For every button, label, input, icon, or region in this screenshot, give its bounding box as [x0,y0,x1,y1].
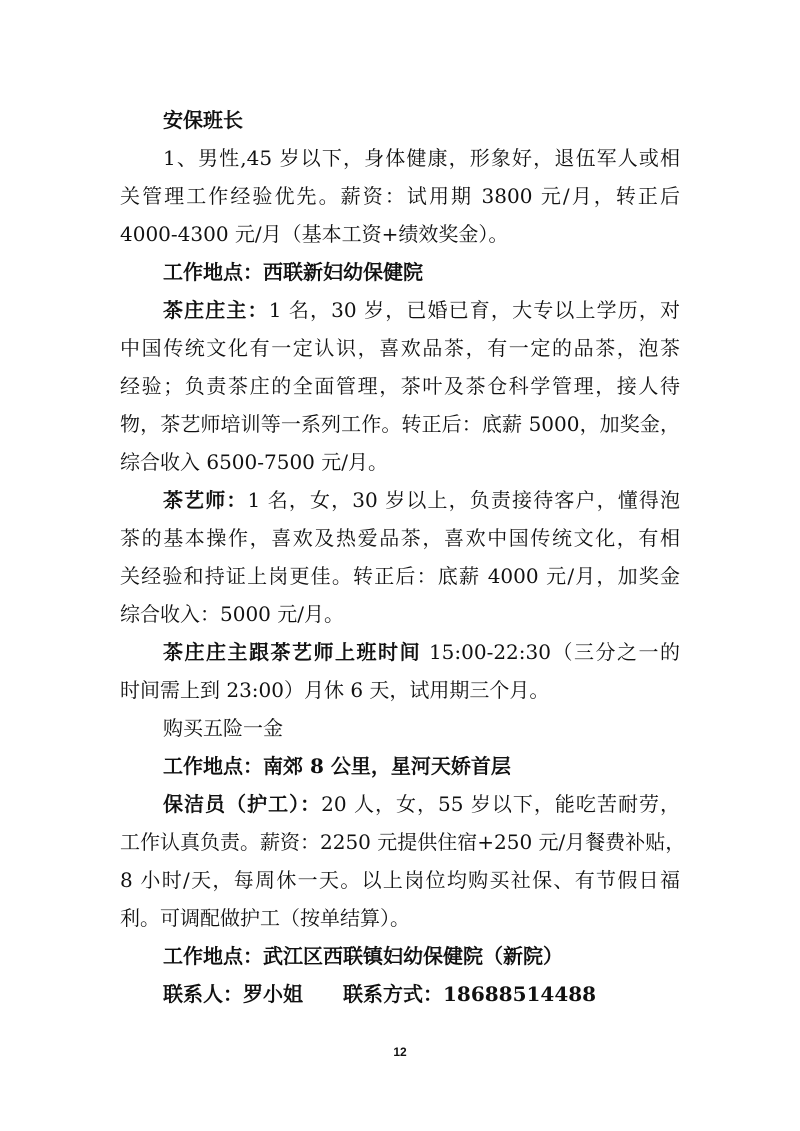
paragraph-line: 物，茶艺师培训等一系列工作。转正后：底薪 5000，加奖金， [120,412,680,436]
paragraph-text: 15:00-22:30（三分之一的 [421,640,681,664]
schedule-label: 茶庄庄主跟茶艺师上班时间 [163,640,422,664]
paragraph-line: 综合收入：5000 元/月。 [120,602,344,626]
contact-method: 联系方式：18688514488 [343,982,597,1006]
page-number: 12 [393,1045,407,1059]
benefits-line: 购买五险一金 [163,716,283,740]
position-label: 茶艺师： [163,488,248,512]
paragraph-line: 1、男性,45 岁以下，身体健康，形象好，退伍军人或相 [163,146,680,170]
paragraph-line-cleaner [163,786,680,822]
paragraph-text: 1 名，30 岁，已婚已育，大专以上学历，对 [268,298,681,322]
position-label: 茶庄庄主： [163,298,269,322]
paragraph-text: 20 人，女，55 岁以下，能吃苦耐劳， [321,792,680,816]
paragraph-line: 综合收入 6500-7500 元/月。 [120,450,389,474]
position-label: 保洁员（护工）： [163,792,322,816]
contact-person: 联系人：罗小姐 [163,982,303,1006]
paragraph-line: 8 小时/天，每周休一天。以上岗位均购买社保、有节假日福 [120,868,680,892]
paragraph-line: 利。可调配做护工（按单结算）。 [120,906,410,930]
paragraph-line: 关经验和持证上岗更佳。转正后：底薪 4000 元/月，加奖金 [120,564,680,588]
paragraph-line: 工作认真负责。薪资：2250 元提供住宿+250 元/月餐费补贴， [120,830,686,854]
section-title-security-lead: 安保班长 [163,108,243,132]
paragraph-line-schedule [163,634,680,670]
paragraph-line: 经验；负责茶庄的全面管理，茶叶及茶仓科学管理，接人待 [120,374,680,398]
paragraph-line: 茶的基本操作，喜欢及热爱品茶，喜欢中国传统文化，有相 [120,526,680,550]
work-location: 工作地点：西联新妇幼保健院 [163,260,423,284]
paragraph-text: 1 名，女，30 岁以上，负责接待客户，懂得泡 [247,488,681,512]
paragraph-line-tea-artist [163,482,680,518]
contact-line [163,976,680,1012]
paragraph-line: 中国传统文化有一定认识，喜欢品茶，有一定的品茶，泡茶 [120,336,680,360]
paragraph-line-tea-house-manager [163,292,680,328]
paragraph-line: 4000-4300 元/月（基本工资+绩效奖金）。 [120,222,509,246]
work-location: 工作地点：南郊 8 公里，星河天娇首层 [163,754,511,778]
paragraph-line: 时间需上到 23:00）月休 6 天，试用期三个月。 [120,678,550,702]
paragraph-line: 关管理工作经验优先。薪资：试用期 3800 元/月，转正后 [120,184,680,208]
work-location: 工作地点：武江区西联镇妇幼保健院（新院） [163,944,563,968]
